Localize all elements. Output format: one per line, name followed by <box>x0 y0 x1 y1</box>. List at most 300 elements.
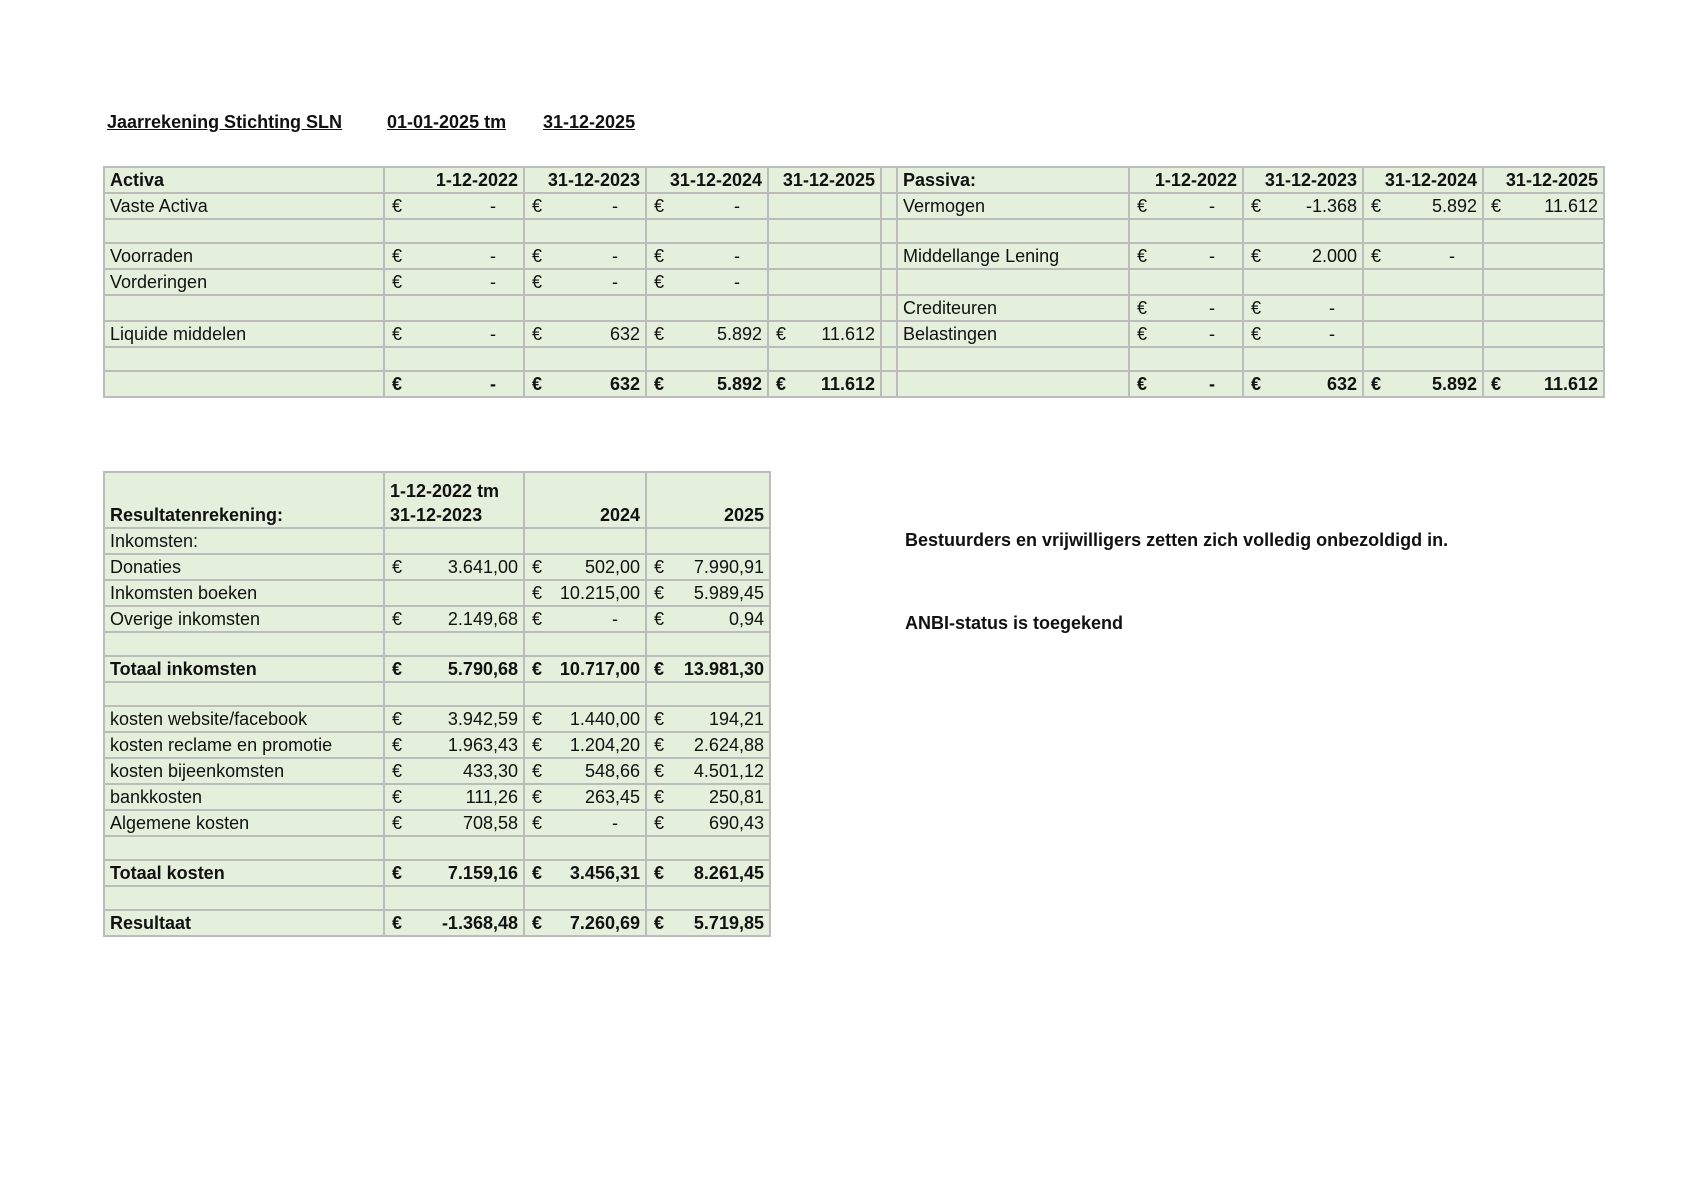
row-label: kosten website/facebook <box>104 706 384 732</box>
passiva-amount <box>1129 295 1243 321</box>
activa-label: Vaste Activa <box>104 193 384 219</box>
activa-label <box>104 295 384 321</box>
row-label: Algemene kosten <box>104 810 384 836</box>
empty-cell <box>1363 219 1483 243</box>
euro-sign: € <box>392 913 403 933</box>
amount-cell <box>646 810 770 836</box>
activa-amount <box>524 193 646 219</box>
row-label: kosten reclame en promotie <box>104 732 384 758</box>
euro-sign: € <box>532 272 543 292</box>
amount-cell <box>646 758 770 784</box>
empty-cell <box>524 836 646 860</box>
amount-cell <box>384 656 524 682</box>
amount: - <box>1209 324 1215 344</box>
amount-cell <box>524 580 646 606</box>
empty-cell <box>384 682 524 706</box>
empty-cell <box>524 295 646 321</box>
euro-sign: € <box>1251 298 1262 318</box>
empty-cell <box>524 347 646 371</box>
euro-sign: € <box>392 709 403 729</box>
euro-sign: € <box>654 761 665 781</box>
amount: -1.368 <box>1305 196 1357 216</box>
column-gap <box>881 219 897 243</box>
table-row <box>104 243 1604 269</box>
table-row <box>104 758 770 784</box>
empty-cell <box>646 836 770 860</box>
amount: 0,94 <box>728 609 764 629</box>
column-header-period <box>384 472 524 528</box>
euro-sign: € <box>654 246 665 266</box>
amount: 13.981,30 <box>683 659 764 679</box>
euro-sign: € <box>654 196 665 216</box>
amount-cell <box>646 656 770 682</box>
activa-amount <box>384 269 524 295</box>
amount: 111,26 <box>465 787 518 807</box>
amount-cell <box>524 706 646 732</box>
activa-label: Voorraden <box>104 243 384 269</box>
empty-cell <box>1483 243 1604 269</box>
activa-amount <box>646 243 768 269</box>
activa-amount <box>524 321 646 347</box>
row-label: Donaties <box>104 554 384 580</box>
euro-sign: € <box>1137 196 1148 216</box>
table-row <box>104 193 1604 219</box>
column-gap <box>881 243 897 269</box>
amount: - <box>1209 374 1215 394</box>
euro-sign: € <box>1491 374 1502 394</box>
row-label: Totaal kosten <box>104 860 384 886</box>
empty-cell <box>646 219 768 243</box>
period-line-2: 31-12-2023 <box>390 505 483 525</box>
euro-sign: € <box>1371 246 1382 266</box>
empty-cell <box>1363 321 1483 347</box>
amount-cell <box>646 732 770 758</box>
empty-cell <box>1483 347 1604 371</box>
activa-amount <box>646 269 768 295</box>
amount-cell <box>524 810 646 836</box>
amount-cell <box>384 732 524 758</box>
empty-cell <box>646 886 770 910</box>
row-label: Inkomsten: <box>104 528 384 554</box>
empty-cell <box>1483 295 1604 321</box>
euro-sign: € <box>1137 374 1148 394</box>
passiva-label: Middellange Lening <box>897 243 1129 269</box>
amount: - <box>490 196 496 216</box>
amount-cell <box>524 910 646 936</box>
table-row <box>104 810 770 836</box>
amount: - <box>612 196 618 216</box>
amount: 632 <box>1326 374 1357 394</box>
amount-cell <box>384 606 524 632</box>
amount: 194,21 <box>708 709 764 729</box>
amount-cell <box>524 606 646 632</box>
activa-amount <box>646 321 768 347</box>
empty-cell <box>646 682 770 706</box>
activa-amount <box>524 243 646 269</box>
amount: 433,30 <box>462 761 518 781</box>
euro-sign: € <box>776 324 787 344</box>
table-row <box>104 554 770 580</box>
amount: 11.612 <box>1543 374 1598 394</box>
table-row <box>104 295 1604 321</box>
euro-sign: € <box>532 196 543 216</box>
amount: 8.261,45 <box>693 863 764 883</box>
amount: 3.641,00 <box>447 557 518 577</box>
amount: 502,00 <box>584 557 640 577</box>
column-gap <box>881 269 897 295</box>
amount-cell <box>646 784 770 810</box>
row-label <box>104 682 384 706</box>
empty-cell <box>384 219 524 243</box>
amount: 2.624,88 <box>693 735 764 755</box>
period-start: 01-01-2025 tm <box>387 112 507 132</box>
amount: 5.719,85 <box>693 913 764 933</box>
row-label: bankkosten <box>104 784 384 810</box>
table-row <box>104 656 770 682</box>
passiva-amount <box>1363 243 1483 269</box>
passiva-amount <box>1243 371 1363 397</box>
activa-amount <box>524 269 646 295</box>
column-gap <box>881 167 897 193</box>
empty-cell <box>1363 269 1483 295</box>
empty-cell <box>1483 219 1604 243</box>
column-gap <box>881 347 897 371</box>
activa-amount <box>646 371 768 397</box>
empty-cell <box>384 836 524 860</box>
income-statement-table <box>103 471 771 937</box>
amount-cell <box>384 910 524 936</box>
amount: 1.204,20 <box>569 735 640 755</box>
amount: 7.260,69 <box>569 913 640 933</box>
amount: - <box>1329 298 1335 318</box>
column-header-2024: 2024 <box>524 472 646 528</box>
passiva-header: Passiva: <box>897 167 1129 193</box>
amount: 7.990,91 <box>693 557 764 577</box>
table-row <box>104 606 770 632</box>
amount: 10.717,00 <box>559 659 640 679</box>
amount: 1.963,43 <box>447 735 518 755</box>
table-row <box>104 886 770 910</box>
passiva-amount <box>1363 193 1483 219</box>
table-row <box>104 910 770 936</box>
activa-amount <box>384 321 524 347</box>
euro-sign: € <box>654 374 665 394</box>
euro-sign: € <box>532 583 543 603</box>
euro-sign: € <box>532 863 543 883</box>
empty-cell <box>768 295 881 321</box>
amount: - <box>612 246 618 266</box>
activa-amount <box>768 321 881 347</box>
euro-sign: € <box>776 374 787 394</box>
empty-cell <box>646 528 770 554</box>
euro-sign: € <box>532 609 543 629</box>
column-header: 1-12-2022 <box>384 167 524 193</box>
column-header: 31-12-2025 <box>1483 167 1604 193</box>
table-row <box>104 706 770 732</box>
amount: 7.159,16 <box>447 863 518 883</box>
euro-sign: € <box>532 813 543 833</box>
amount: 5.790,68 <box>447 659 518 679</box>
row-label: Inkomsten boeken <box>104 580 384 606</box>
anbi-note: ANBI-status is toegekend <box>905 613 1124 633</box>
empty-cell <box>768 193 881 219</box>
amount: 4.501,12 <box>693 761 764 781</box>
amount: - <box>490 272 496 292</box>
euro-sign: € <box>532 324 543 344</box>
amount-cell <box>646 580 770 606</box>
empty-cell <box>1243 269 1363 295</box>
amount-cell <box>524 860 646 886</box>
amount-cell <box>524 784 646 810</box>
row-label <box>104 836 384 860</box>
activa-amount <box>384 243 524 269</box>
empty-cell <box>768 219 881 243</box>
empty-cell <box>524 219 646 243</box>
passiva-label <box>897 371 1129 397</box>
euro-sign: € <box>392 735 403 755</box>
empty-cell <box>768 347 881 371</box>
activa-amount <box>384 193 524 219</box>
amount: - <box>734 272 740 292</box>
euro-sign: € <box>1251 374 1262 394</box>
amount-cell <box>524 554 646 580</box>
amount: 1.440,00 <box>569 709 640 729</box>
euro-sign: € <box>532 913 543 933</box>
euro-sign: € <box>392 196 403 216</box>
euro-sign: € <box>532 761 543 781</box>
empty-cell <box>384 295 524 321</box>
euro-sign: € <box>1371 374 1382 394</box>
amount: - <box>1209 298 1215 318</box>
euro-sign: € <box>654 863 665 883</box>
volunteers-note: Bestuurders en vrijwilligers zetten zich volledig onbezoldigd in. <box>905 530 1449 550</box>
euro-sign: € <box>654 609 665 629</box>
amount: - <box>612 609 618 629</box>
euro-sign: € <box>392 863 403 883</box>
euro-sign: € <box>654 813 665 833</box>
passiva-amount <box>1129 193 1243 219</box>
empty-cell <box>768 243 881 269</box>
amount: - <box>1449 246 1455 266</box>
amount: 3.456,31 <box>569 863 640 883</box>
euro-sign: € <box>1137 246 1148 266</box>
euro-sign: € <box>532 709 543 729</box>
activa-label: Vorderingen <box>104 269 384 295</box>
amount: - <box>490 246 496 266</box>
row-label: kosten bijeenkomsten <box>104 758 384 784</box>
euro-sign: € <box>392 761 403 781</box>
column-header: 31-12-2024 <box>1363 167 1483 193</box>
table-row <box>104 269 1604 295</box>
empty-cell <box>646 632 770 656</box>
euro-sign: € <box>392 787 403 807</box>
amount-cell <box>384 758 524 784</box>
period-line-1: 1-12-2022 tm <box>390 481 500 501</box>
table-row <box>104 321 1604 347</box>
amount: -1.368,48 <box>441 913 518 933</box>
amount-cell <box>384 810 524 836</box>
row-label: Totaal inkomsten <box>104 656 384 682</box>
balance-header-row <box>104 167 1604 193</box>
passiva-amount <box>1363 371 1483 397</box>
amount: 5.989,45 <box>693 583 764 603</box>
amount-cell <box>646 860 770 886</box>
euro-sign: € <box>392 246 403 266</box>
passiva-amount <box>1129 371 1243 397</box>
column-gap <box>881 371 897 397</box>
euro-sign: € <box>654 787 665 807</box>
amount-cell <box>646 606 770 632</box>
activa-amount <box>524 371 646 397</box>
amount: - <box>612 272 618 292</box>
empty-cell <box>384 347 524 371</box>
amount: - <box>734 196 740 216</box>
passiva-label: Vermogen <box>897 193 1129 219</box>
activa-amount <box>768 371 881 397</box>
column-gap <box>881 321 897 347</box>
table-row <box>104 371 1604 397</box>
passiva-amount <box>1243 243 1363 269</box>
euro-sign: € <box>392 813 403 833</box>
amount: 5.892 <box>716 374 762 394</box>
passiva-label: Crediteuren <box>897 295 1129 321</box>
euro-sign: € <box>1371 196 1382 216</box>
amount: 2.000 <box>1311 246 1357 266</box>
euro-sign: € <box>1251 246 1262 266</box>
amount-cell <box>646 706 770 732</box>
euro-sign: € <box>532 374 543 394</box>
amount: 548,66 <box>584 761 640 781</box>
euro-sign: € <box>392 374 403 394</box>
passiva-label <box>897 347 1129 371</box>
amount: - <box>1329 324 1335 344</box>
amount-cell <box>646 910 770 936</box>
amount-cell <box>524 656 646 682</box>
activa-amount <box>646 193 768 219</box>
euro-sign: € <box>654 583 665 603</box>
column-header: 31-12-2023 <box>524 167 646 193</box>
passiva-amount <box>1243 321 1363 347</box>
empty-cell <box>768 269 881 295</box>
table-row <box>104 682 770 706</box>
euro-sign: € <box>1137 298 1148 318</box>
row-label <box>104 886 384 910</box>
empty-cell <box>646 347 768 371</box>
table-row <box>104 860 770 886</box>
amount: - <box>612 813 618 833</box>
amount: 11.612 <box>1544 196 1598 216</box>
empty-cell <box>1363 347 1483 371</box>
amount: 10.215,00 <box>559 583 640 603</box>
activa-label: Liquide middelen <box>104 321 384 347</box>
euro-sign: € <box>1251 324 1262 344</box>
amount: - <box>1209 246 1215 266</box>
passiva-label <box>897 219 1129 243</box>
amount-cell <box>524 758 646 784</box>
euro-sign: € <box>392 324 403 344</box>
table-row <box>104 219 1604 243</box>
column-gap <box>881 295 897 321</box>
empty-cell <box>524 886 646 910</box>
empty-cell <box>1129 347 1243 371</box>
euro-sign: € <box>1251 196 1262 216</box>
empty-cell <box>1243 219 1363 243</box>
row-label: Overige inkomsten <box>104 606 384 632</box>
amount-cell <box>384 554 524 580</box>
amount: - <box>490 324 496 344</box>
row-label: Resultaat <box>104 910 384 936</box>
balance-sheet-table <box>103 166 1605 398</box>
table-row <box>104 580 770 606</box>
column-header: 31-12-2025 <box>768 167 881 193</box>
amount: 5.892 <box>716 324 762 344</box>
empty-cell <box>1129 269 1243 295</box>
empty-cell <box>1363 295 1483 321</box>
activa-label <box>104 219 384 243</box>
amount: 632 <box>609 374 640 394</box>
amount: 11.612 <box>820 374 875 394</box>
empty-cell <box>1483 321 1604 347</box>
period-end: 31-12-2025 <box>543 112 636 132</box>
table-row <box>104 836 770 860</box>
amount: 250,81 <box>708 787 764 807</box>
passiva-amount <box>1243 295 1363 321</box>
amount: 5.892 <box>1431 374 1477 394</box>
euro-sign: € <box>654 272 665 292</box>
column-header: 31-12-2023 <box>1243 167 1363 193</box>
amount-cell <box>384 784 524 810</box>
passiva-amount <box>1483 371 1604 397</box>
euro-sign: € <box>532 246 543 266</box>
amount: 11.612 <box>821 324 875 344</box>
euro-sign: € <box>654 913 665 933</box>
column-header: 1-12-2022 <box>1129 167 1243 193</box>
euro-sign: € <box>654 659 665 679</box>
amount: 632 <box>609 324 640 344</box>
euro-sign: € <box>1137 324 1148 344</box>
empty-cell <box>524 682 646 706</box>
table-row <box>104 784 770 810</box>
amount: 3.942,59 <box>447 709 518 729</box>
euro-sign: € <box>392 272 403 292</box>
euro-sign: € <box>392 557 403 577</box>
results-title: Resultatenrekening: <box>104 472 384 528</box>
passiva-amount <box>1129 243 1243 269</box>
empty-cell <box>524 632 646 656</box>
amount: 263,45 <box>584 787 640 807</box>
passiva-amount <box>1129 321 1243 347</box>
amount-cell <box>384 706 524 732</box>
activa-header: Activa <box>104 167 384 193</box>
empty-cell <box>384 580 524 606</box>
passiva-amount <box>1483 193 1604 219</box>
amount: 690,43 <box>708 813 764 833</box>
table-row <box>104 528 770 554</box>
column-header: 31-12-2024 <box>646 167 768 193</box>
amount: 708,58 <box>462 813 518 833</box>
activa-amount <box>384 371 524 397</box>
document-title: Jaarrekening Stichting SLN <box>107 112 343 132</box>
euro-sign: € <box>654 557 665 577</box>
empty-cell <box>524 528 646 554</box>
passiva-label <box>897 269 1129 295</box>
empty-cell <box>384 528 524 554</box>
amount: - <box>734 246 740 266</box>
column-gap <box>881 193 897 219</box>
table-row <box>104 347 1604 371</box>
amount: 2.149,68 <box>447 609 518 629</box>
euro-sign: € <box>654 324 665 344</box>
